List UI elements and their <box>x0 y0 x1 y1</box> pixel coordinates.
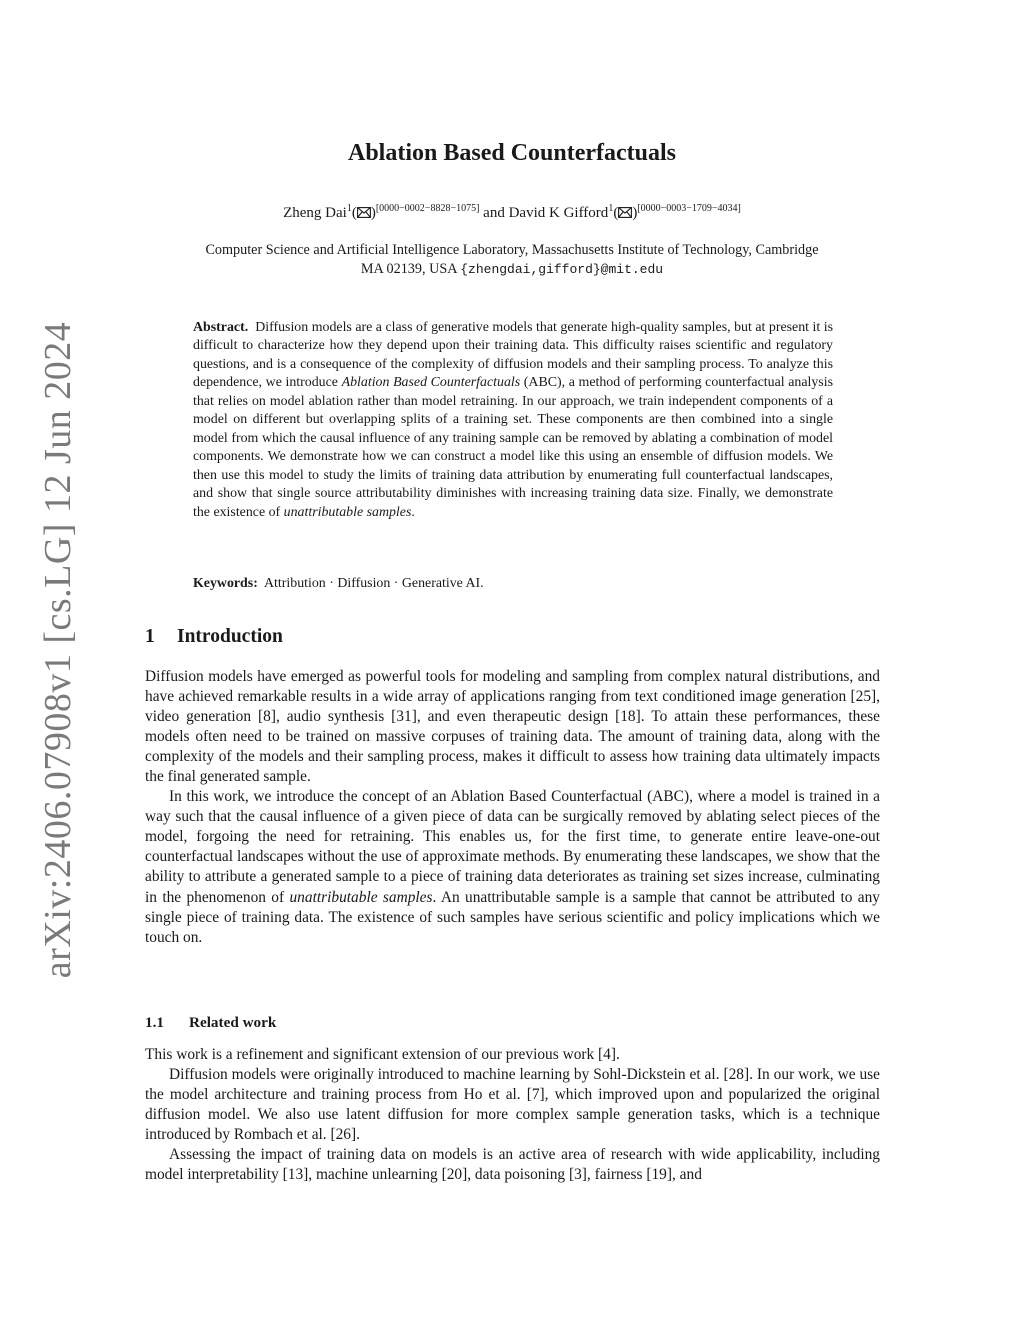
abstract-text: . <box>411 504 415 520</box>
affiliation-line: Computer Science and Artificial Intelligence Laboratory, Massachusetts Institute of Technology, Cambridge <box>205 242 819 258</box>
section-title: Introduction <box>177 626 283 647</box>
paragraph: Diffusion models have emerged as powerful tools for modeling and sampling from complex natural distributions, and have achieved remarkable results in a wide array of applications ranging from text conditioned image generation [25], video generation [8], audio synthesis [31], and even therapeutic design [18]. To attain these performances, these models often need to be trained on massive corpuses of training data. The amount of training data, along with the complexity of the models and their sampling process, makes it difficult to assess how training data ultimately impacts the final generated sample. <box>145 668 880 786</box>
abstract-label: Abstract. <box>193 320 249 335</box>
paragraph-text: In this work, we introduce the concept of an Ablation Based Counterfactual (ABC), where a model is trained in a way such that the causal influence of a given piece of data can be surgically removed by ablating select pieces of the model, forgoing the need for retraining. This enables us, for the first time, to generate entire leave-one-out counterfactual landscapes without the use of approximate methods. By enumerating these landscapes, we show that the ability to attribute a generated sample to a piece of training data deteriorates as training set sizes increase, culminating in the phenomenon of <box>145 788 880 906</box>
section-heading-introduction <box>145 626 283 648</box>
paragraph-text: . An unattributable sample is a sample that cannot be attributed to any single piece of training data. The existence of such samples have serious scientific and policy implications which we touch on. <box>145 888 880 946</box>
section-number: 1 <box>145 626 155 647</box>
author-name: Zheng Dai <box>283 205 347 221</box>
affiliation-address: MA 02139, USA <box>360 261 461 277</box>
arxiv-identifier: arXiv:2406.07908v1 [cs.LG] 12 Jun 2024 <box>37 321 79 979</box>
introduction-body <box>145 667 880 948</box>
paper-title: Ablation Based Counterfactuals <box>347 140 677 166</box>
envelope-icon <box>618 207 632 218</box>
related-work-body <box>145 1045 880 1185</box>
affiliation-line <box>120 260 904 279</box>
affiliation <box>120 241 904 279</box>
subsection-title: Related work <box>189 1014 277 1031</box>
orcid-id: [0000−0003−1709−4034] <box>637 203 741 214</box>
abstract <box>193 319 833 522</box>
author-name: David K Gifford <box>508 205 609 221</box>
keywords <box>193 576 833 592</box>
paragraph <box>145 787 880 947</box>
abstract-text: Diffusion models are a class of generative models that generate high-quality samples, but at present it is difficult to characterize how they depend upon their training data. This difficulty raises scientific and regulatory questions, and is a consequence of the complexity of diffusion models and their sampling process. To analyze this dependence, we introduce <box>193 320 834 391</box>
subsection-heading-related-work <box>145 1014 276 1032</box>
envelope-icon <box>357 207 371 218</box>
keywords-text: Attribution · Diffusion · Generative AI. <box>264 576 484 591</box>
author-conjunction: and <box>483 205 505 221</box>
paragraph: Assessing the impact of training data on models is an active area of research with wide applicability, including model interpretability [13], machine unlearning [20], data poisoning [3], fairness [19], and <box>145 1146 880 1184</box>
author-line: Zheng Dai$^1$( )[0000−0002−8828−1075] and David K Gifford$^1$( )[0000−0003−1709−4034] <box>283 203 741 221</box>
abstract-emphasis: Ablation Based Counterfactuals <box>341 375 521 391</box>
orcid-id: [0000−0002−8828−1075] <box>375 203 480 214</box>
paragraph-emphasis: unattributable samples <box>289 888 433 906</box>
keywords-label: Keywords: <box>193 576 258 591</box>
author-emails: {zhengdai,gifford}@mit.edu <box>460 262 664 277</box>
subsection-number: 1.1 <box>145 1014 164 1031</box>
paragraph: This work is a refinement and significant extension of our previous work [4]. <box>145 1046 620 1063</box>
affiliation-mark: 1 <box>608 203 614 214</box>
abstract-text: (ABC), a method of performing counterfactual analysis that relies on model ablation rather than model retraining. In our approach, we train independent components of a model on different but overlapping splits of a training set. These components are then combined into a single model from which the causal influence of any training sample can be removed by ablating a combination of model components. We demonstrate how we can construct a model like this using an ensemble of diffusion models. We then use this model to study the limits of training data attribution by enumerating full counterfactual landscapes, and show that single source attributability diminishes with increasing training data size. Finally, we demonstrate the existence of <box>193 375 833 520</box>
abstract-emphasis: unattributable samples <box>283 504 412 520</box>
affiliation-mark: 1 <box>346 203 352 214</box>
paragraph: Diffusion models were originally introduced to machine learning by Sohl-Dickstein et al. [28]. In our work, we use the model architecture and training process from Ho et al. [7], which improved upon and popularized the original diffusion model. We also use latent diffusion for more complex sample generation tasks, which is a technique introduced by Rombach et al. [26]. <box>145 1066 880 1144</box>
